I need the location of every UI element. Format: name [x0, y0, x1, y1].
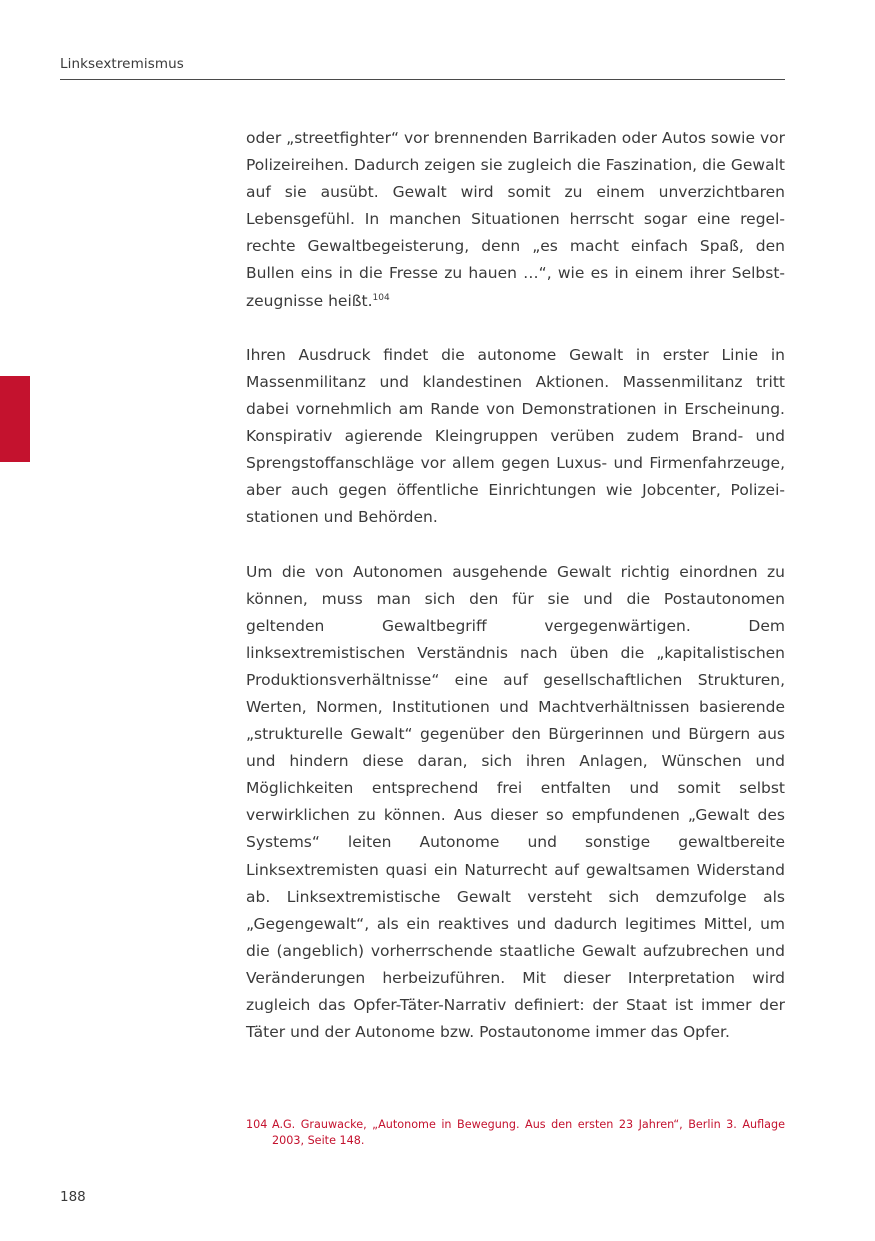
paragraph-text: Ihren Ausdruck findet die autonome Gewalt in erster Linie in Massenmilitanz und klandestinen Aktionen. Massenmilitanz tritt dabei vornehmlich am Rande von Demonstrationen in Erscheinung. Konspirativ agierende Kleingruppen verüben zudem Brand- und Sprengstoffanschläge vor allem gegen Luxus- und Firmenfahrzeuge, aber auch gegen öffentliche Einrichtungen wie Jobcenter, Polizeistationen und Behörden.: [246, 345, 785, 527]
footnote-reference: 104: [372, 292, 390, 303]
footnote: [246, 1117, 785, 1148]
footnote-text: A.G. Grauwacke, „Autonome in Bewegung. Aus den ersten 23 Jahren“, Berlin 3. Auflage 2003, Seite 148.: [272, 1118, 785, 1147]
paragraph-text: oder „streetfighter“ vor brennenden Barrikaden oder Autos sowie vor Polizeireihen. Dadurch zeigen sie zugleich die Faszination, die Gewalt auf sie ausübt. Gewalt wird somit zu einem unverzichtbaren Lebensgefühl. In manchen Situationen herrscht sogar eine regelrechte Gewaltbegeisterung, denn „es macht einfach Spaß, den Bullen eins in die Fresse zu hauen …“, wie es in einem ihrer Selbstzeugnisse heißt.: [246, 129, 785, 310]
footnote-entry: [246, 1117, 785, 1148]
paragraph: [246, 342, 785, 532]
paragraph-text: Um die von Autonomen ausgehende Gewalt richtig einordnen zu können, muss man sich den für sie und die Postautonomen geltenden Gewaltbegriff vergegenwärtigen. Dem linksextremistischen Verständnis nach üben die „kapitalistischen Produktionsverhältnisse“ eine auf gesellschaftlichen Strukturen, Werten, Normen, Institutionen und Machtverhältnissen basierende „strukturelle Gewalt“ gegenüber den Bürgerinnen und Bürgern aus und hindern diese daran, sich ihren Anlagen, Wünschen und Möglichkeiten entsprechend frei entfalten und somit selbst verwirklichen zu können. Aus dieser so empfundenen „Gewalt des Systems“ leiten Autonome und sonstige gewaltbereite Linksextremisten quasi ein Naturrecht auf gewaltsamen Widerstand ab. Linksextremistische Gewalt versteht sich demzufolge als „Gegengewalt“, als ein reaktives und dadurch legitimes Mittel, um die (angeblich) vorherrschende staatliche Gewalt aufzubrechen und Veränderungen herbeizuführen. Mit dieser Interpretation wird zugleich das Opfer-Täter-Narrativ definiert: der Staat ist immer der Täter und der Autonome bzw. Postautonome immer das Opfer.: [246, 562, 785, 1042]
chapter-marker: [0, 376, 30, 462]
footnote-number: 104: [246, 1118, 268, 1131]
page-number: 188: [60, 1189, 86, 1205]
running-header: Linksextremismus: [60, 56, 184, 72]
body-text: [246, 125, 785, 1073]
paragraph: [246, 559, 785, 1047]
header-rule: [60, 79, 785, 80]
paragraph: [246, 125, 785, 315]
